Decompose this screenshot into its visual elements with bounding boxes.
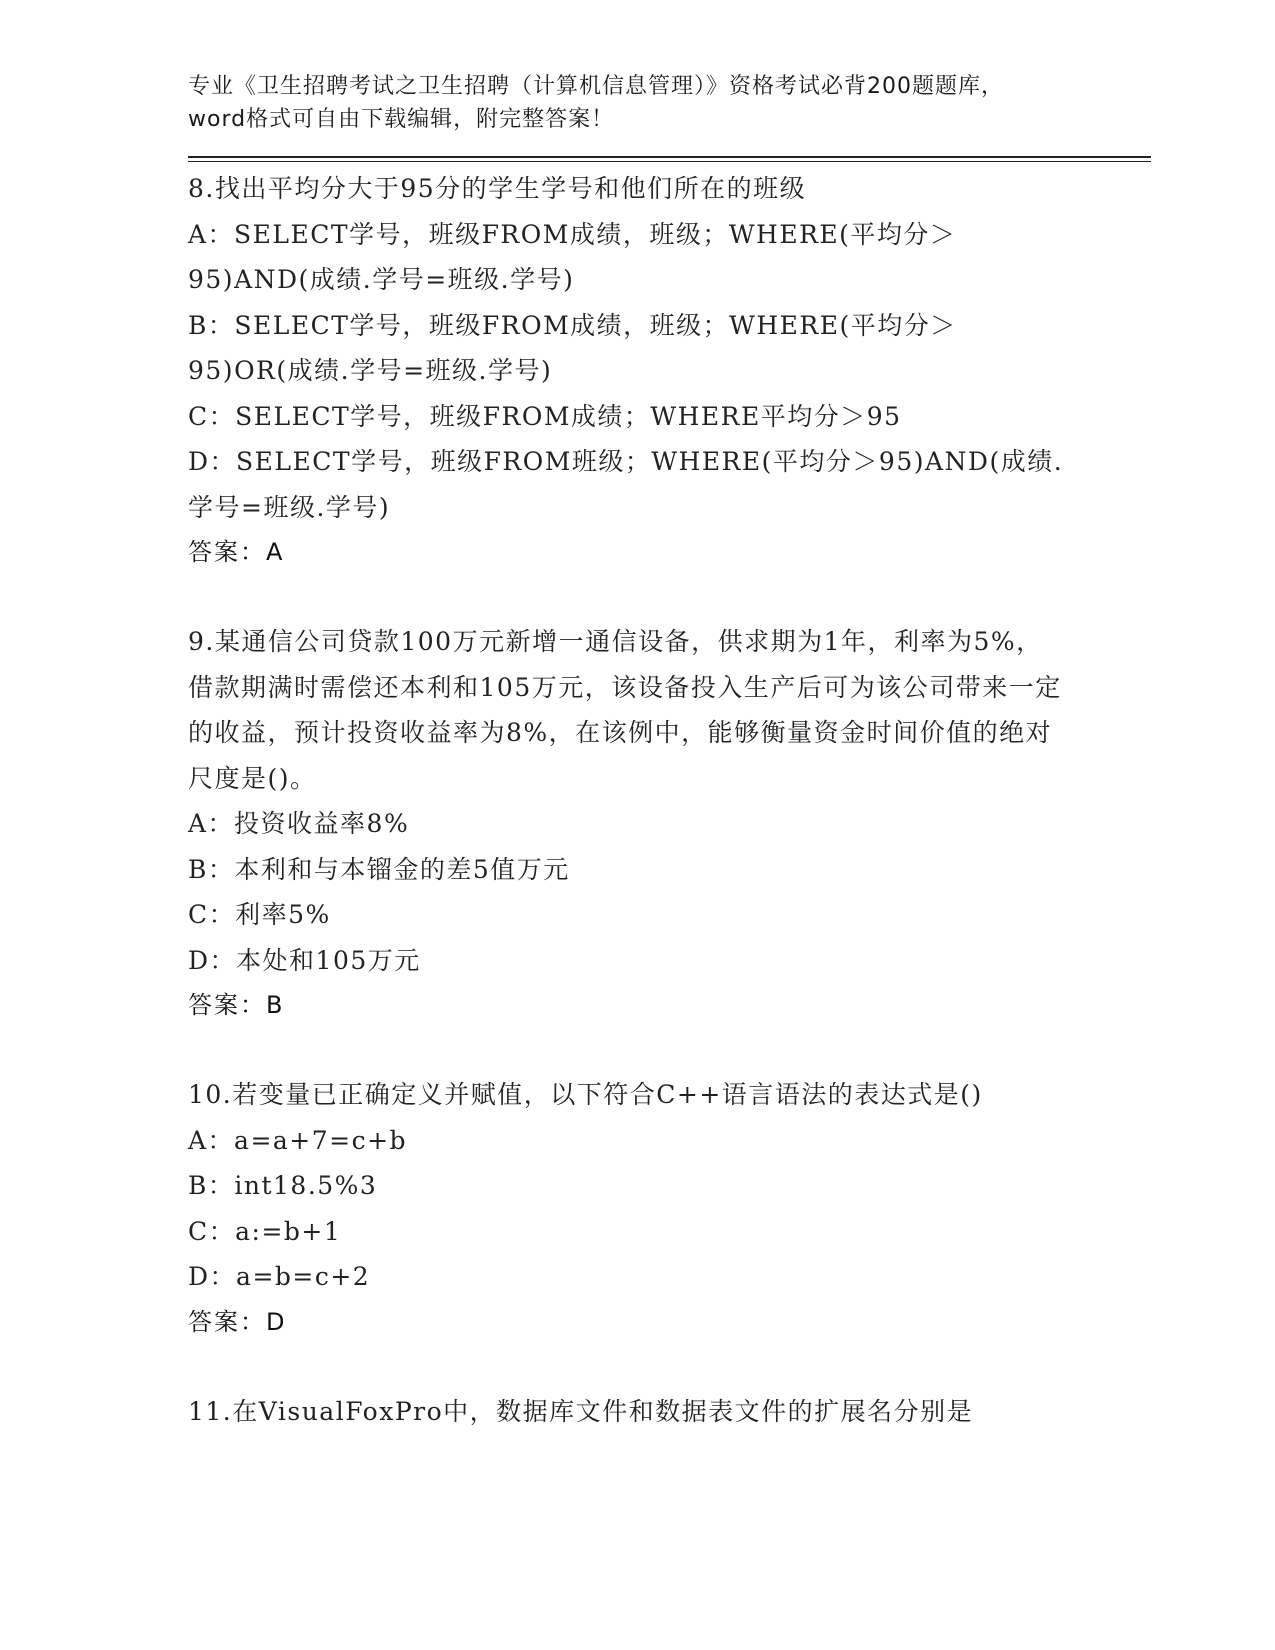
question-stem: 11.在VisualFoxPro中，数据库文件和数据表文件的扩展名分别是 — [188, 1396, 974, 1426]
header-line-2: word格式可自由下载编辑，附完整答案！ — [188, 107, 615, 132]
question-list — [188, 166, 1148, 1434]
option-a: A：投资收益率8% — [188, 809, 410, 838]
option-c: C：利率5% — [188, 900, 331, 929]
question-10 — [188, 1072, 1148, 1345]
answer-text: 答案：A — [188, 538, 285, 566]
option-d: D：SELECT学号，班级FROM班级；WHERE(平均分＞95)AND(成绩.学号=班级.学号) — [188, 447, 1064, 522]
header-divider — [188, 156, 1151, 162]
answer-text: 答案：B — [188, 991, 285, 1019]
option-d: D：a=b=c+2 — [188, 1262, 371, 1291]
option-c: C：a:=b+1 — [188, 1216, 342, 1246]
question-stem: 9.某通信公司贷款100万元新增一通信设备，供求期为1年，利率为5%，借款期满时需偿还本利和105万元，该设备投入生产后可为该公司带来一定的收益，预计投资收益率为8%，在该例中，能够衡量资金时间价值的绝对尺度是()。 — [188, 627, 1062, 793]
question-stem: 8.找出平均分大于95分的学生学号和他们所在的班级 — [188, 174, 807, 203]
option-c: C：SELECT学号，班级FROM成绩；WHERE平均分＞95 — [188, 401, 902, 431]
option-a: A：a=a+7=c+b — [188, 1125, 408, 1155]
question-11 — [188, 1389, 1148, 1435]
document-header — [188, 70, 1148, 136]
option-b: B：int18.5%3 — [188, 1171, 378, 1200]
header-line-1: 专业《卫生招聘考试之卫生招聘（计算机信息管理）》资格考试必背200题题库， — [188, 74, 1004, 99]
question-9 — [188, 619, 1148, 1028]
question-stem: 10.若变量已正确定义并赋值，以下符合C++语言语法的表达式是() — [188, 1080, 983, 1109]
answer-text: 答案：D — [188, 1307, 287, 1336]
option-a: A：SELECT学号，班级FROM成绩，班级；WHERE(平均分＞95)AND(成绩.学号=班级.学号) — [188, 219, 957, 294]
option-b: B：本利和与本镏金的差5值万元 — [188, 854, 570, 884]
document-page — [188, 70, 1148, 1478]
question-8 — [188, 166, 1148, 575]
option-d: D：本处和105万元 — [188, 945, 421, 975]
option-b: B：SELECT学号，班级FROM成绩，班级；WHERE(平均分＞95)OR(成绩.学号=班级.学号) — [188, 310, 957, 385]
